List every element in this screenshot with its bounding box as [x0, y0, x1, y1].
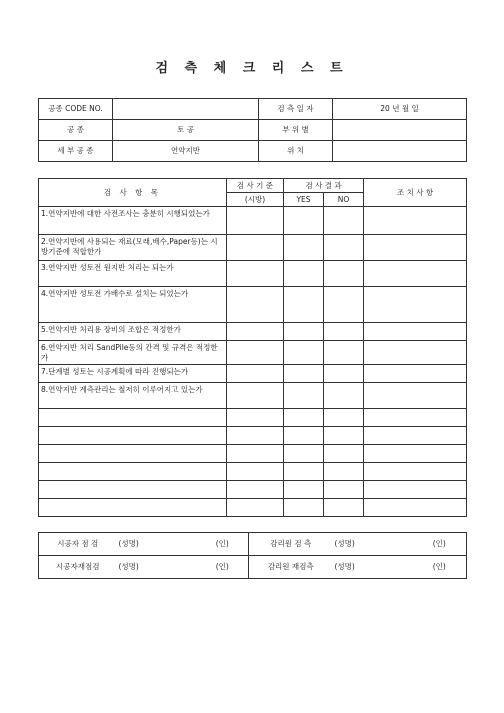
col-no-header: NO: [324, 193, 364, 207]
standard-cell[interactable]: [227, 235, 284, 261]
yes-cell[interactable]: [284, 409, 324, 427]
yes-cell[interactable]: [284, 481, 324, 499]
no-cell[interactable]: [324, 235, 364, 261]
col-action-header: 조 치 사 항: [364, 179, 467, 207]
table-row: [39, 463, 467, 481]
check-item: 8.연약지반 계측관리는 철저히 이루어지고 있는가: [39, 383, 227, 409]
page-title: 검 측 체 크 리 스 트: [155, 61, 349, 76]
table-row: [39, 261, 467, 287]
table-row: [39, 341, 467, 365]
action-cell[interactable]: [364, 365, 467, 383]
action-cell[interactable]: [364, 409, 467, 427]
standard-cell[interactable]: [227, 207, 284, 235]
checklist-table: [38, 178, 467, 517]
yes-cell[interactable]: [284, 365, 324, 383]
standard-cell[interactable]: [227, 365, 284, 383]
check-item: 7.단계별 성토는 시공계획에 따라 진행되는가: [39, 365, 227, 383]
standard-cell[interactable]: [227, 341, 284, 365]
detail-label: 세 부 공 종: [39, 141, 113, 162]
seal-field[interactable]: (인): [197, 533, 249, 556]
date-label: 검 측 일 자: [259, 99, 333, 120]
action-cell[interactable]: [364, 463, 467, 481]
yes-cell[interactable]: [284, 427, 324, 445]
action-cell[interactable]: [364, 499, 467, 517]
no-cell[interactable]: [324, 409, 364, 427]
table-row: [39, 499, 467, 517]
no-cell[interactable]: [324, 383, 364, 409]
no-cell[interactable]: [324, 323, 364, 341]
table-row: [39, 409, 467, 427]
signature-table: [38, 532, 467, 579]
col-item-header: 검 사 항 목: [39, 179, 227, 207]
seal-field[interactable]: (인): [413, 556, 467, 579]
yes-cell[interactable]: [284, 499, 324, 517]
yes-cell[interactable]: [284, 463, 324, 481]
table-row: [39, 427, 467, 445]
no-cell[interactable]: [324, 261, 364, 287]
no-cell[interactable]: [324, 341, 364, 365]
standard-cell[interactable]: [227, 287, 284, 323]
check-item: [39, 481, 227, 499]
check-item: [39, 463, 227, 481]
action-cell[interactable]: [364, 383, 467, 409]
no-cell[interactable]: [324, 499, 364, 517]
location-field[interactable]: [333, 141, 467, 162]
table-row: [39, 365, 467, 383]
standard-cell[interactable]: [227, 261, 284, 287]
no-cell[interactable]: [324, 427, 364, 445]
work-field[interactable]: 토 공: [113, 120, 259, 141]
no-cell[interactable]: [324, 365, 364, 383]
location-label: 위 치: [259, 141, 333, 162]
seal-field[interactable]: (인): [197, 556, 249, 579]
detail-field[interactable]: 연약지반: [113, 141, 259, 162]
signer-name-field[interactable]: (성명): [117, 533, 197, 556]
table-row: [39, 235, 467, 261]
no-cell[interactable]: [324, 207, 364, 235]
check-item: 1.연약지반에 대한 사전조사는 충분히 시행되었는가: [39, 207, 227, 235]
action-cell[interactable]: [364, 481, 467, 499]
action-cell[interactable]: [364, 261, 467, 287]
check-item: 6.연약지반 처리 SandPile등의 간격 및 규격은 적정한가: [39, 341, 227, 365]
work-label: 공 종: [39, 120, 113, 141]
action-cell[interactable]: [364, 287, 467, 323]
table-row: [39, 287, 467, 323]
table-row: [39, 207, 467, 235]
standard-cell[interactable]: [227, 445, 284, 463]
check-item: [39, 409, 227, 427]
no-cell[interactable]: [324, 481, 364, 499]
action-cell[interactable]: [364, 445, 467, 463]
inspector-name-field[interactable]: (성명): [333, 556, 413, 579]
action-cell[interactable]: [364, 341, 467, 365]
check-item: [39, 445, 227, 463]
standard-cell[interactable]: [227, 427, 284, 445]
checklist-rows: [39, 207, 467, 517]
yes-cell[interactable]: [284, 261, 324, 287]
table-row: [39, 383, 467, 409]
col-standard-header: 검 사 기 준: [227, 179, 284, 193]
col-result-header: 검 사 결 과: [284, 179, 364, 193]
check-item: 2.연약지반에 사용되는 재료(모래,배수,Paper등)는 시방기준에 적합한가: [39, 235, 227, 261]
action-cell[interactable]: [364, 427, 467, 445]
table-row: [39, 445, 467, 463]
seal-field[interactable]: (인): [413, 533, 467, 556]
inspector-role: 감리원 검 측: [249, 533, 333, 556]
yes-cell[interactable]: [284, 287, 324, 323]
signer-role: 시공자재점검: [39, 556, 117, 579]
code-label: 공종 CODE NO.: [39, 99, 113, 120]
yes-cell[interactable]: [284, 383, 324, 409]
action-cell[interactable]: [364, 207, 467, 235]
standard-cell[interactable]: [227, 383, 284, 409]
date-field[interactable]: 20 년 월 일: [333, 99, 467, 120]
check-item: [39, 427, 227, 445]
action-cell[interactable]: [364, 323, 467, 341]
standard-cell[interactable]: [227, 499, 284, 517]
col-yes-header: YES: [284, 193, 324, 207]
yes-cell[interactable]: [284, 341, 324, 365]
yes-cell[interactable]: [284, 235, 324, 261]
standard-cell[interactable]: [227, 323, 284, 341]
no-cell[interactable]: [324, 463, 364, 481]
yes-cell[interactable]: [284, 207, 324, 235]
signer-name-field[interactable]: (성명): [117, 556, 197, 579]
no-cell[interactable]: [324, 287, 364, 323]
col-method-header: (시방): [227, 193, 284, 207]
code-field[interactable]: [113, 99, 259, 120]
signer-role: 시공자 점 검: [39, 533, 117, 556]
table-row: [39, 481, 467, 499]
check-item: 3.연약지반 성토전 원지반 처리는 되는가: [39, 261, 227, 287]
standard-cell[interactable]: [227, 463, 284, 481]
header-table: [38, 98, 467, 162]
standard-cell[interactable]: [227, 409, 284, 427]
inspector-role: 감리원 재검측: [249, 556, 333, 579]
yes-cell[interactable]: [284, 323, 324, 341]
table-row: [39, 323, 467, 341]
check-item: 5.연약지반 처리용 장비의 조합은 적정한가: [39, 323, 227, 341]
standard-cell[interactable]: [227, 481, 284, 499]
check-item: [39, 499, 227, 517]
action-cell[interactable]: [364, 235, 467, 261]
no-cell[interactable]: [324, 445, 364, 463]
part-field[interactable]: [333, 120, 467, 141]
part-label: 부 위 별: [259, 120, 333, 141]
inspector-name-field[interactable]: (성명): [333, 533, 413, 556]
check-item: 4.연약지반 성토전 가배수로 설치는 되었는가: [39, 287, 227, 323]
yes-cell[interactable]: [284, 445, 324, 463]
